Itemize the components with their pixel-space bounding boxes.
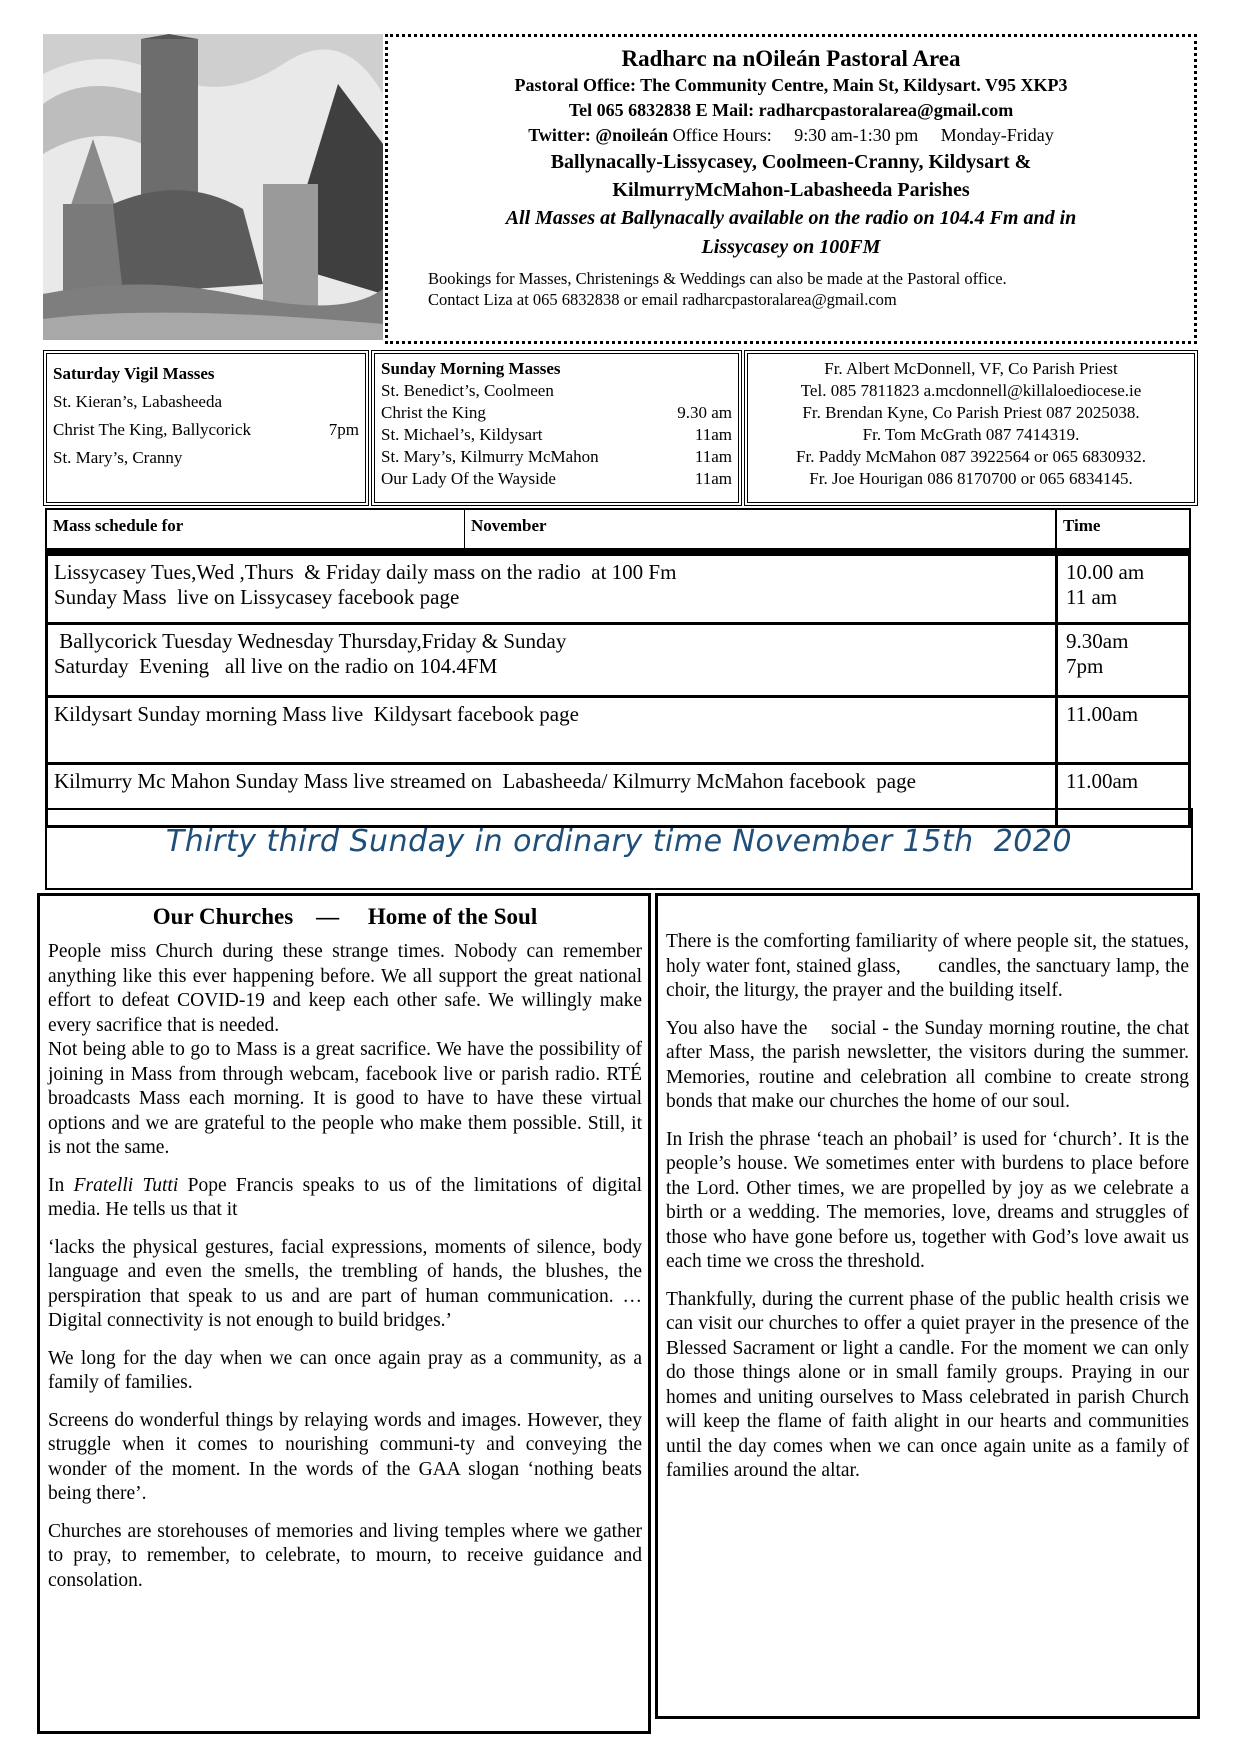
mass-time: 11am [694,447,732,466]
list-item [53,416,359,444]
priest-line: Fr. Brendan Kyne, Co Parish Priest 087 2025038. [802,403,1140,422]
church-name: St. Mary’s, Kilmurry McMahon [381,447,599,466]
paragraph: Thankfully, during the current phase of the public health crisis we can visit our churches to offer a quiet prayer in the presence of the Blessed Sacrament or light a candle. For the moment we can only do those things alone or in small family groups. Praying in our homes and uniting ourselves to Mass celebrated in parish Church will keep the flame of faith alight in our hearts and communities until the day comes when we can once again unite as a family of families around the altar. [666,1288,1189,1481]
table-row [45,625,1191,698]
sunday-morning-heading: Sunday Morning Masses [381,359,561,378]
church-name: Our Lady Of the Wayside [381,469,556,488]
parishes-line-1: Ballynacally-Lissycasey, Coolmeen-Cranny, Kildysart & [550,151,1032,173]
pastoral-area-title: Radharc na nOileán Pastoral Area [621,46,961,71]
contact-details: Tel 065 6832838 E Mail: radharcpastoralarea@gmail.com [568,100,1014,120]
book-title: Fratelli Tutti [73,1174,179,1196]
title-dash: — [316,904,340,929]
title-part-1: Our Churches [152,904,294,929]
row-time [1058,698,1188,762]
mass-time: 11am [694,425,732,444]
header-month: November [465,510,1057,548]
bookings-line-1: Bookings for Masses, Christenings & Weddings can also be made at the Pastoral office. [428,269,1007,288]
parishes-line-2: KilmurryMcMahon-Labasheeda Parishes [612,179,970,201]
row-description [48,625,1058,695]
list-item [381,446,732,468]
header-label: Mass schedule for [47,510,465,548]
paragraph: In Irish the phrase ‘teach an phobail’ is used for ‘church’. It is the people’s house. We sometimes enter with burdens to place before the Lord. Other times, we are propelled by joy as we celebrate a birth or a wedding. The memories, love, dreams and struggles of those who have gone before us, together with God’s love await us each time we cross the threshold. [666,1128,1189,1272]
text: In [48,1174,74,1196]
priest-line: Fr. Paddy McMahon 087 3922564 or 065 6830932. [796,447,1146,466]
priest-line: Fr. Tom McGrath 087 7414319. [862,425,1080,444]
list-item [381,380,732,402]
paragraph: There is the comforting familiarity of where people sit, the statues, holy water font, stained glass, candles, the sanctuary lamp, the choir, the liturgy, the prayer and the building itself. [666,931,1194,1001]
priests-contact-box [744,350,1198,506]
church-name: St. Mary’s, Cranny [53,448,183,467]
time-value: 10.00 am [1066,560,1145,584]
church-name: St. Benedict’s, Coolmeen [381,381,554,400]
header-time: Time [1063,516,1101,535]
bookings-line-2: Contact Liza at 065 6832838 or email radharcpastoralarea@gmail.com [428,290,897,309]
list-item [381,468,732,490]
list-item [53,388,359,416]
paragraph: Screens do wonderful things by relaying words and images. However, they struggle when it comes to nourishing communi-ty and conveying the wonder of the moment. In the words of the GAA slogan ‘nothing beats being there’. [48,1409,642,1504]
paragraph: We long for the day when we can once again pray as a community, as a family of families. [48,1347,642,1393]
description-line: Kildysart Sunday morning Mass live Kildysart facebook page [54,702,579,726]
mass-time: 9.30 am [677,403,732,422]
twitter-and-hours [388,123,1194,148]
table-row [45,553,1191,625]
description-line: Ballycorick Tuesday Wednesday Thursday,Friday & Sunday [54,629,567,653]
church-name: St. Kieran’s, Labasheeda [53,392,222,411]
church-name: Christ The King, Ballycorick [53,420,251,439]
list-item [381,424,732,446]
mass-time: 11am [694,469,732,488]
radio-line-2: Lissycasey on 100FM [701,236,881,258]
quote-paragraph: ‘lacks the physical gestures, facial expressions, moments of silence, body language and even the smells, the trembling of hands, the blushes, the perspiration that speak to us and are part of human communication. … Digital connectivity is not enough to build bridges.’ [48,1236,642,1331]
sunday-title-banner: Thirty third Sunday in ordinary time November 15th 2020 [45,808,1193,890]
radio-line-1: All Masses at Ballynacally available on the radio on 104.4 Fm and in [505,207,1077,229]
list-item [381,402,732,424]
table-header [45,508,1191,553]
pastoral-office-address: Pastoral Office: The Community Centre, Main St, Kildysart. V95 XKP3 [514,75,1068,95]
description-line: Kilmurry Mc Mahon Sunday Mass live streamed on Labasheeda/ Kilmurry McMahon facebook page [54,769,916,793]
row-description [48,698,1058,762]
text: Pope Francis speaks to us of the limitations of digital media. He tells us that it [48,1174,642,1220]
church-name: Christ the King [381,403,486,422]
description-line: Saturday Evening all live on the radio on 104.4FM [54,654,498,678]
time-value: 11.00am [1066,769,1139,793]
time-value: 11 am [1066,585,1118,609]
row-time [1058,625,1188,695]
paragraph: Churches are storehouses of memories and living temples where we gather to pray, to remember, to celebrate, to mourn, to receive guidance and consolation. [48,1520,642,1591]
paragraph: You also have the social - the Sunday morning routine, the chat after Mass, the parish newsletter, the visitors during the summer. Memories, routine and celebration all combine to create strong bonds that make our churches the home of our soul. [666,1017,1194,1112]
mass-time: 7pm [328,420,359,439]
priest-line: Tel. 085 7811823 a.mcdonnell@killaloediocese.ie [800,381,1142,400]
saturday-vigil-heading: Saturday Vigil Masses [53,364,215,383]
office-hours: Office Hours: 9:30 am-1:30 pm Monday-Friday [668,125,1054,145]
church-ruins-icon [43,34,383,340]
mass-schedule-table [45,508,1191,828]
paragraph [48,1174,642,1223]
paragraph: People miss Church during these strange times. Nobody can remember anything like this ever happening before. We all support the great national effort to defeat COVID-19 and keep each other safe. We willingly make every sacrifice that is needed. [48,941,642,1036]
description-line: Sunday Mass live on Lissycasey facebook page [54,585,460,609]
time-value: 7pm [1066,654,1104,678]
saturday-vigil-box [43,350,369,506]
list-item [53,444,359,472]
pastoral-header [385,34,1197,344]
article-title [48,902,642,932]
priest-line: Fr. Albert McDonnell, VF, Co Parish Priest [824,359,1118,378]
church-name: St. Michael’s, Kildysart [381,425,543,444]
time-value: 11.00am [1066,702,1139,726]
row-description [48,556,1058,622]
paragraph: Not being able to go to Mass is a great sacrifice. We have the possibility of joining in Mass from through webcam, facebook live or parish radio. RTÉ broadcasts Mass each morning. It is good to have to have these virtual options and we are grateful to the people who make them possible. Still, it is not the same. [48,1039,642,1158]
table-row [45,698,1191,765]
row-time [1058,556,1188,622]
bookings-info [388,268,1194,310]
priest-line: Fr. Joe Hourigan 086 8170700 or 065 6834145. [809,469,1133,488]
sunday-morning-box [371,350,742,506]
twitter-handle: Twitter: @noileán [528,125,669,145]
church-ruins-illustration [43,34,383,340]
article-left-column [37,893,651,1734]
title-part-2: Home of the Soul [367,904,538,929]
description-line: Lissycasey Tues,Wed ,Thurs & Friday daily mass on the radio at 100 Fm [54,560,677,584]
article-right-column [655,893,1200,1719]
time-value: 9.30am [1066,629,1129,653]
